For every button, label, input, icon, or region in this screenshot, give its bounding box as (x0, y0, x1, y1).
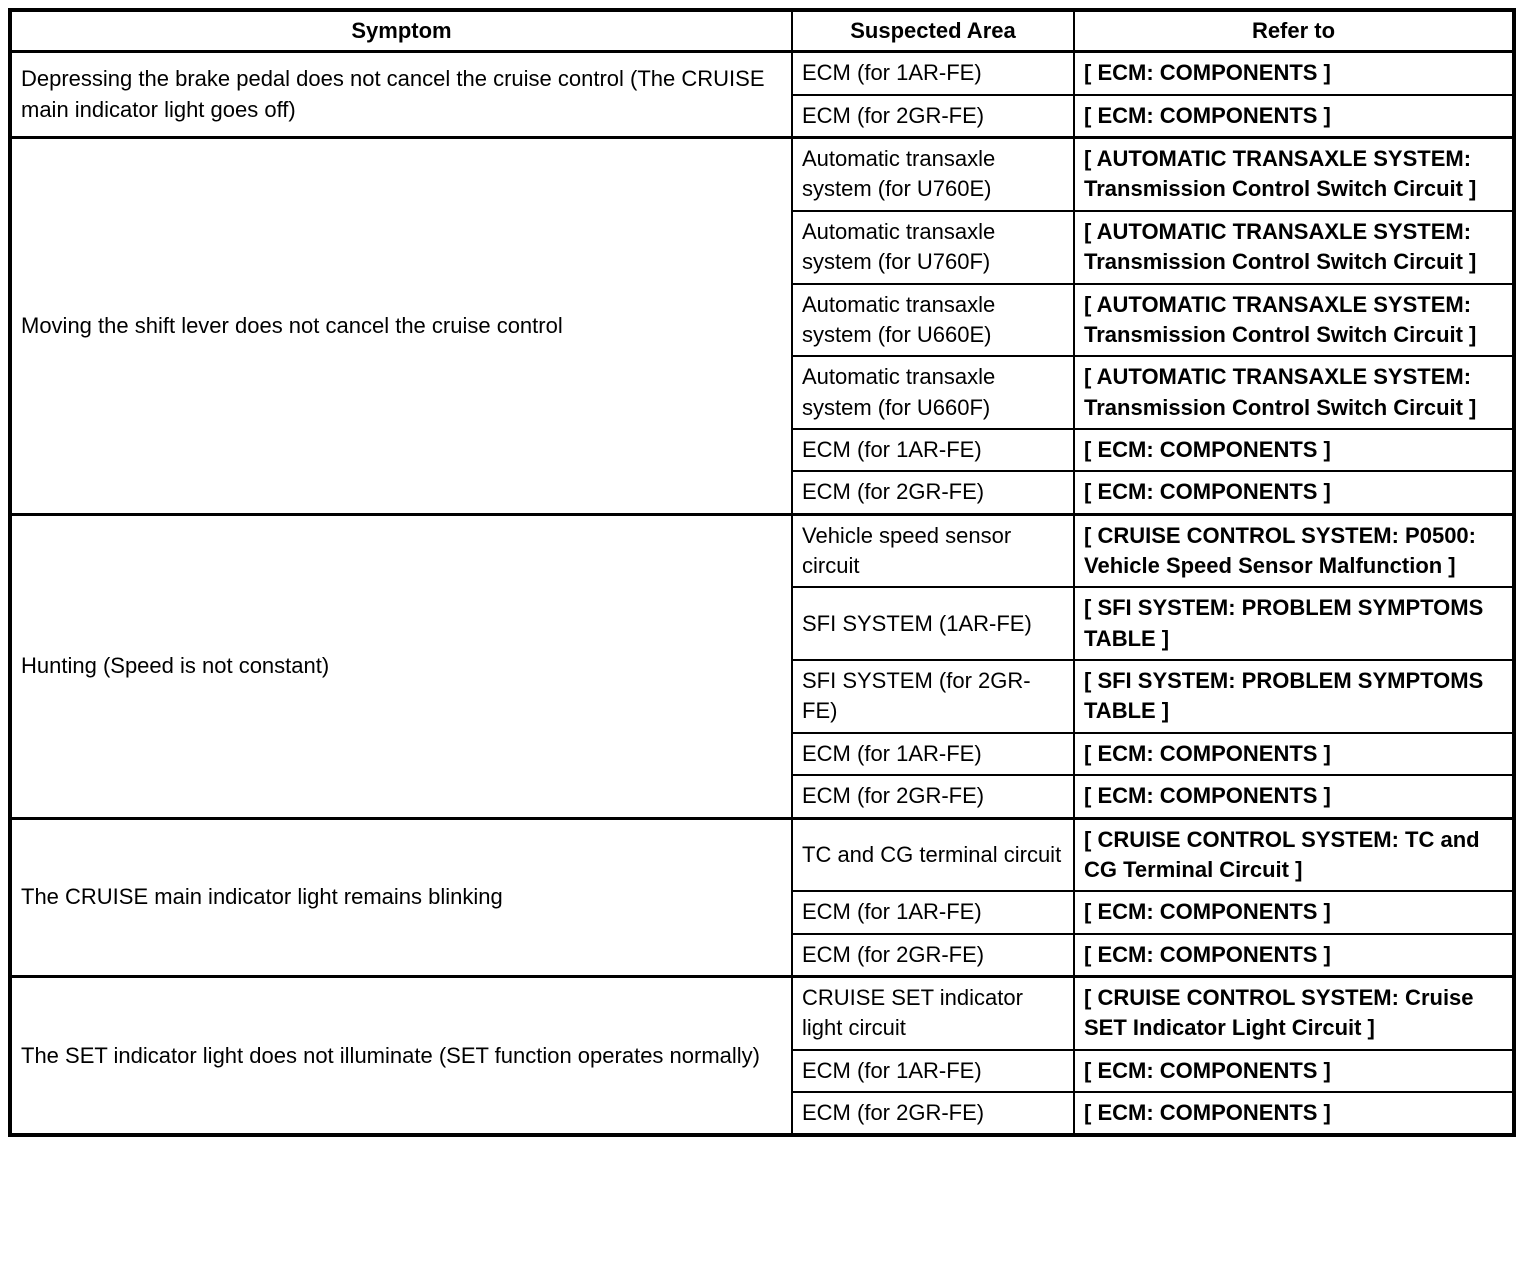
refer-to-cell (1074, 587, 1514, 660)
table-row (10, 514, 1514, 587)
table-row (10, 818, 1514, 891)
problem-symptoms-table (8, 8, 1516, 1137)
column-header-refer-to: Refer to (1074, 10, 1514, 52)
suspected-area-cell: ECM (for 1AR-FE) (792, 429, 1074, 471)
refer-to-link[interactable]: [ SFI SYSTEM: PROBLEM SYMPTOMS TABLE ] (1084, 668, 1484, 724)
suspected-area-cell: ECM (for 2GR-FE) (792, 934, 1074, 977)
refer-to-cell (1074, 733, 1514, 775)
refer-to-cell (1074, 52, 1514, 95)
refer-to-link[interactable]: [ AUTOMATIC TRANSAXLE SYSTEM: Transmission Control Switch Circuit ] (1084, 291, 1477, 347)
refer-to-cell (1074, 284, 1514, 357)
refer-to-link[interactable]: [ ECM: COMPONENTS ] (1084, 740, 1331, 766)
table-row (10, 138, 1514, 211)
refer-to-link[interactable]: [ ECM: COMPONENTS ] (1084, 899, 1331, 925)
refer-to-link[interactable]: [ ECM: COMPONENTS ] (1084, 1100, 1331, 1126)
refer-to-cell (1074, 660, 1514, 733)
table-header-row (10, 10, 1514, 52)
suspected-area-cell: ECM (for 1AR-FE) (792, 891, 1074, 933)
symptom-cell: The SET indicator light does not illuminate (SET function operates normally) (10, 976, 792, 1135)
suspected-area-cell: SFI SYSTEM (1AR-FE) (792, 587, 1074, 660)
refer-to-link[interactable]: [ ECM: COMPONENTS ] (1084, 1057, 1331, 1083)
suspected-area-cell: Vehicle speed sensor circuit (792, 514, 1074, 587)
refer-to-cell (1074, 95, 1514, 138)
refer-to-link[interactable]: [ ECM: COMPONENTS ] (1084, 102, 1331, 128)
suspected-area-cell: Automatic transaxle system (for U660F) (792, 356, 1074, 429)
symptom-cell: Hunting (Speed is not constant) (10, 514, 792, 818)
symptom-cell: The CRUISE main indicator light remains blinking (10, 818, 792, 976)
refer-to-cell (1074, 976, 1514, 1049)
column-header-symptom: Symptom (10, 10, 792, 52)
refer-to-cell (1074, 1092, 1514, 1135)
refer-to-link[interactable]: [ ECM: COMPONENTS ] (1084, 941, 1331, 967)
refer-to-cell (1074, 891, 1514, 933)
suspected-area-cell: ECM (for 1AR-FE) (792, 1050, 1074, 1092)
refer-to-cell (1074, 211, 1514, 284)
refer-to-cell (1074, 934, 1514, 977)
refer-to-link[interactable]: [ AUTOMATIC TRANSAXLE SYSTEM: Transmission Control Switch Circuit ] (1084, 146, 1477, 202)
refer-to-cell (1074, 775, 1514, 818)
refer-to-cell (1074, 818, 1514, 891)
suspected-area-cell: ECM (for 1AR-FE) (792, 733, 1074, 775)
refer-to-cell (1074, 429, 1514, 471)
suspected-area-cell: Automatic transaxle system (for U660E) (792, 284, 1074, 357)
refer-to-cell (1074, 1050, 1514, 1092)
refer-to-cell (1074, 471, 1514, 514)
refer-to-cell (1074, 514, 1514, 587)
refer-to-cell (1074, 138, 1514, 211)
refer-to-link[interactable]: [ CRUISE CONTROL SYSTEM: P0500: Vehicle Speed Sensor Malfunction ] (1084, 522, 1476, 579)
refer-to-link[interactable]: [ AUTOMATIC TRANSAXLE SYSTEM: Transmission Control Switch Circuit ] (1084, 218, 1477, 275)
suspected-area-cell: TC and CG terminal circuit (792, 818, 1074, 891)
refer-to-link[interactable]: [ ECM: COMPONENTS ] (1084, 783, 1331, 809)
suspected-area-cell: ECM (for 2GR-FE) (792, 471, 1074, 514)
suspected-area-cell: Automatic transaxle system (for U760E) (792, 138, 1074, 211)
column-header-suspected-area: Suspected Area (792, 10, 1074, 52)
suspected-area-cell: ECM (for 2GR-FE) (792, 1092, 1074, 1135)
refer-to-link[interactable]: [ CRUISE CONTROL SYSTEM: Cruise SET Indicator Light Circuit ] (1084, 984, 1474, 1041)
table-row (10, 976, 1514, 1049)
table-body (10, 52, 1514, 1136)
refer-to-cell (1074, 356, 1514, 429)
refer-to-link[interactable]: [ SFI SYSTEM: PROBLEM SYMPTOMS TABLE ] (1084, 595, 1484, 651)
refer-to-link[interactable]: [ ECM: COMPONENTS ] (1084, 479, 1331, 505)
suspected-area-cell: SFI SYSTEM (for 2GR-FE) (792, 660, 1074, 733)
suspected-area-cell: ECM (for 1AR-FE) (792, 52, 1074, 95)
suspected-area-cell: ECM (for 2GR-FE) (792, 775, 1074, 818)
refer-to-link[interactable]: [ AUTOMATIC TRANSAXLE SYSTEM: Transmission Control Switch Circuit ] (1084, 364, 1477, 420)
suspected-area-cell: Automatic transaxle system (for U760F) (792, 211, 1074, 284)
refer-to-link[interactable]: [ ECM: COMPONENTS ] (1084, 60, 1331, 86)
symptom-cell: Moving the shift lever does not cancel the cruise control (10, 138, 792, 515)
suspected-area-cell: ECM (for 2GR-FE) (792, 95, 1074, 138)
symptom-cell: Depressing the brake pedal does not cancel the cruise control (The CRUISE main indicator light goes off) (10, 52, 792, 138)
refer-to-link[interactable]: [ CRUISE CONTROL SYSTEM: TC and CG Terminal Circuit ] (1084, 826, 1480, 882)
suspected-area-cell: CRUISE SET indicator light circuit (792, 976, 1074, 1049)
table-row (10, 52, 1514, 95)
refer-to-link[interactable]: [ ECM: COMPONENTS ] (1084, 436, 1331, 462)
